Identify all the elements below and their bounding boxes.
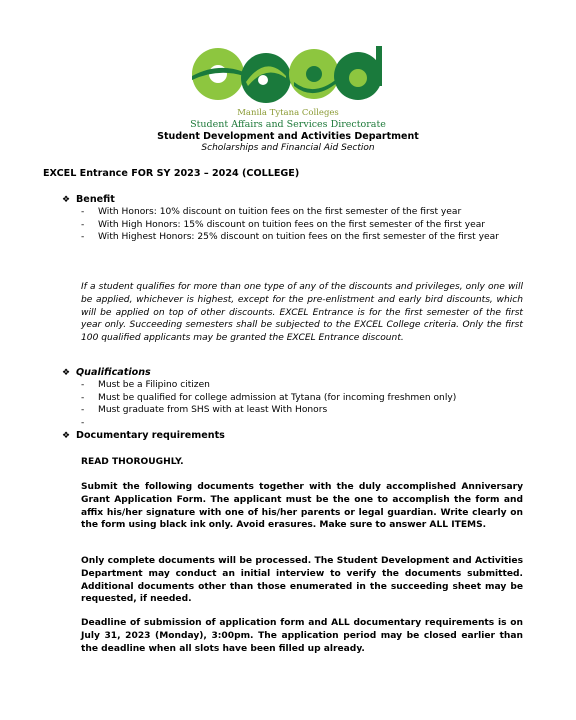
read-thoroughly: READ THOROUGHLY.: [81, 457, 184, 467]
list-item: - Must graduate from SHS with at least With Honors: [81, 405, 328, 416]
osad-logo: [190, 42, 386, 108]
qualifications-heading: [62, 367, 151, 378]
college-name: Manila Tytana Colleges: [237, 108, 339, 118]
document-title: EXCEL Entrance FOR SY 2023 – 2024 (COLLEGE): [43, 168, 300, 179]
diamond-bullet-icon: ❖: [62, 195, 71, 205]
benefit-heading-text: Benefit: [76, 194, 115, 205]
section-name: Scholarships and Financial Aid Section: [201, 143, 375, 153]
diamond-bullet-icon: ❖: [62, 431, 71, 441]
requirements-paragraph-2: Only complete documents will be processed. The Student Development and Activities Department may conduct an initial interview to verify the documents submitted. Additional documents other than those enumerated in the succeeding sheet may be requested, if needed.: [81, 556, 523, 605]
benefit-list: [81, 206, 523, 244]
list-item: - With Highest Honors: 25% discount on tuition fees on the first semester of the first year: [81, 232, 499, 243]
requirements-heading-text: Documentary requirements: [76, 430, 225, 441]
directorate-name: Student Affairs and Services Directorate: [190, 119, 386, 130]
diamond-bullet-icon: ❖: [62, 368, 71, 378]
requirements-paragraph-1: Submit the following documents together with the duly accomplished Anniversary Grant Application Form. The applicant must be the one to accomplish the form and affix his/her signature with one of his/her parents or legal guardian. Write clearly on the form using black ink only. Avoid erasures. Make sure to answer ALL ITEMS.: [81, 482, 523, 531]
department-name: Student Development and Activities Department: [157, 131, 419, 142]
benefit-heading: [62, 194, 115, 205]
requirements-heading: [62, 430, 225, 441]
benefit-note: If a student qualifies for more than one type of any of the discounts and privileges, only one will be applied, whichever is highest, except for the pre-enlistment and early bird discounts, which will be applied on top of other discounts. EXCEL Entrance is for the first semester of the first year only. Succeeding semesters shall be subjected to the EXCEL College criteria. Only the first 100 qualified applicants may be granted the EXCEL Entrance discount.: [81, 282, 523, 344]
list-item: - Must be a Filipino citizen: [81, 380, 210, 390]
list-item: - With Honors: 10% discount on tuition fees on the first semester of the first year: [81, 207, 462, 217]
qualifications-heading-text: Qualifications: [76, 367, 151, 378]
qualifications-list: - Must be a Filipino citizen - Must be qualified for college admission at Tytana (for incoming freshmen only) - Must graduate from SHS with at least With Honors -: [81, 379, 523, 417]
list-item: - With High Honors: 15% discount on tuition fees on the first semester of the first year: [81, 219, 486, 230]
list-item: - Must be qualified for college admission at Tytana (for incoming freshmen only): [81, 392, 457, 403]
requirements-paragraph-3: Deadline of submission of application form and ALL documentary requirements is on July 31, 2023 (Monday), 3:00pm. The application period may be closed earlier than the deadline when all slots have been filled up already.: [81, 618, 523, 654]
